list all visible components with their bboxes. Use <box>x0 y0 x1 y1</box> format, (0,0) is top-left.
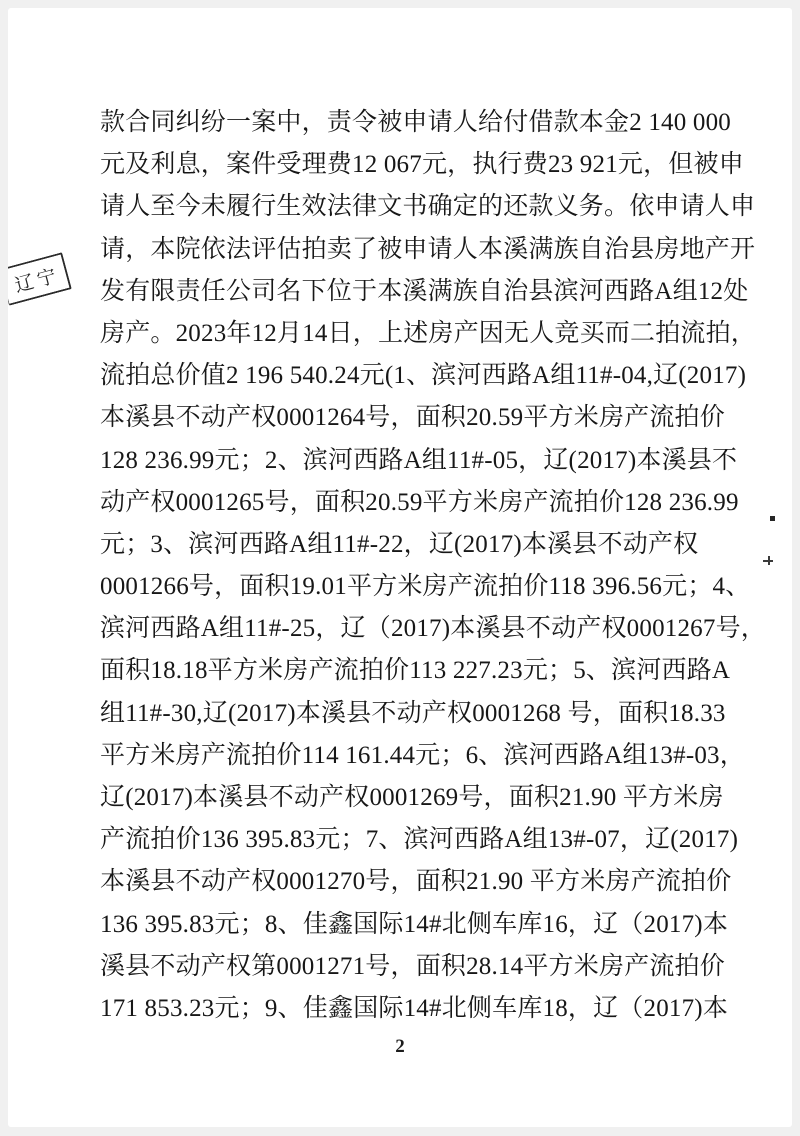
scan-artifact-plus-vertical <box>768 556 770 565</box>
text-line: 0001266号，面积19.01平方米房产流拍价118 396.56元；4、 <box>100 573 751 601</box>
text-line: 滨河西路A组11#-25，辽（2017)本溪县不动产权0001267号， <box>100 615 766 643</box>
scanned-document-page <box>8 8 792 1127</box>
page-number: 2 <box>395 1036 405 1057</box>
text-line: 本溪县不动产权0001270号，面积21.90 平方米房产流拍价 <box>100 868 732 896</box>
text-line: 辽(2017)本溪县不动产权0001269号，面积21.90 平方米房 <box>100 784 724 811</box>
text-line: 溪县不动产权第0001271号，面积28.14平方米房产流拍价 <box>100 952 725 980</box>
text-line: 171 853.23元；9、佳鑫国际14#北侧车库18，辽（2017)本 <box>100 994 729 1022</box>
text-line: 本溪县不动产权0001264号，面积20.59平方米房产流拍价 <box>100 404 725 432</box>
liaoning-stamp-text: 辽宁 <box>12 264 63 297</box>
text-line: 流拍总价值2 196 540.24元(1、滨河西路A组11#-04,辽(2017) <box>100 362 747 390</box>
text-line: 128 236.99元；2、滨河西路A组11#-05，辽(2017)本溪县不 <box>100 446 738 474</box>
text-line: 请，本院依法评估拍卖了被申请人本溪满族自治县房地产开 <box>100 235 756 263</box>
document-body-text <box>100 102 766 1030</box>
text-line: 请人至今未履行生效法律文书确定的还款义务。依申请人申 <box>100 193 756 221</box>
text-line: 面积18.18平方米房产流拍价113 227.23元；5、滨河西路A <box>100 657 731 685</box>
text-line: 平方米房产流拍价114 161.44元；6、滨河西路A组13#-03， <box>100 741 745 769</box>
text-line: 元及利息，案件受理费12 067元，执行费23 921元，但被申 <box>100 151 744 179</box>
text-line: 组11#-30,辽(2017)本溪县不动产权0001268 号，面积18.33 <box>100 699 726 727</box>
text-line: 房产。2023年12月14日，上述房产因无人竞买而二拍流拍， <box>100 319 757 347</box>
scan-artifact-plus <box>763 554 775 566</box>
text-line: 136 395.83元；8、佳鑫国际14#北侧车库16，辽（2017)本 <box>100 910 729 938</box>
text-line: 款合同纠纷一案中，责令被申请人给付借款本金2 140 000 <box>100 109 732 136</box>
text-line: 动产权0001265号，面积20.59平方米房产流拍价128 236.99 <box>100 488 739 516</box>
liaoning-stamp <box>8 252 72 306</box>
scan-artifact-dot <box>770 516 775 521</box>
text-line: 元；3、滨河西路A组11#-22，辽(2017)本溪县不动产权 <box>100 530 699 558</box>
text-line: 产流拍价136 395.83元；7、滨河西路A组13#-07，辽(2017) <box>100 826 739 854</box>
text-line: 发有限责任公司名下位于本溪满族自治县滨河西路A组12处 <box>100 277 749 305</box>
